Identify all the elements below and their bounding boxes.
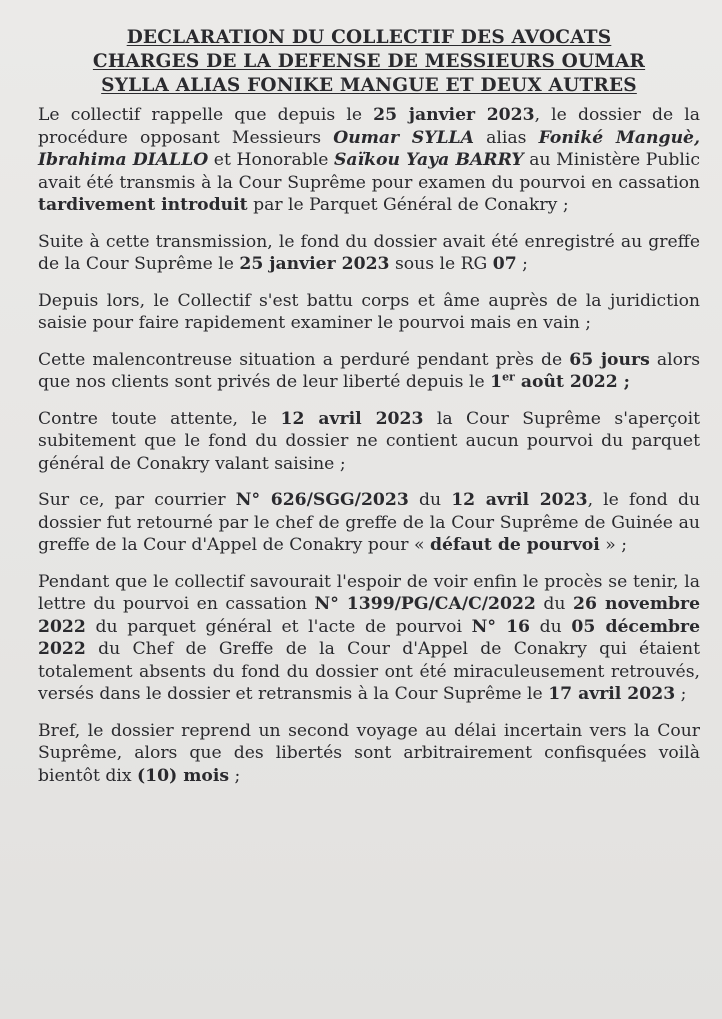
text: alors que nos clients sont privés de leur liberté depuis le (38, 349, 701, 392)
text: ; (229, 765, 241, 786)
date: 17 avril 2023 (548, 684, 676, 704)
paragraph-3 (38, 290, 700, 335)
text: Contre toute attente, le (38, 408, 281, 429)
title-line-1: DECLARATION DU COLLECTIF DES AVOCATS (126, 27, 612, 48)
title-line-3: SYLLA ALIAS FONIKE MANGUE ET DEUX AUTRES (101, 75, 637, 96)
paragraph-6 (38, 489, 700, 557)
emphasis: 65 jours (569, 349, 650, 370)
paragraph-8 (38, 720, 700, 788)
paragraph-7 (38, 571, 700, 706)
emphasis: 1 (490, 372, 503, 392)
text: Sur ce, par courrier (38, 490, 236, 510)
text: du (535, 594, 573, 614)
text: , le dossier de la procédure opposant Messieurs (38, 105, 700, 148)
text: alias (473, 127, 539, 148)
text: Cette malencontreuse situation a perduré pendant près de (38, 349, 570, 370)
title-line-2: CHARGES DE LA DEFENSE DE MESSIEURS OUMAR (92, 51, 646, 72)
text: , le fond du dossier fut retourné par le chef de greffe de la Cour Suprême de Guinée au greffe de la Cour d'Appel de Conakry pour « (38, 490, 701, 555)
text: Le collectif rappelle que depuis le (38, 105, 374, 125)
text: sous le RG (389, 254, 493, 274)
paragraph-4 (38, 349, 700, 394)
text: » ; (599, 535, 628, 555)
text: au Ministère Public avait été transmis à la Cour Suprême pour examen du pourvoi en cassation (38, 150, 701, 193)
superscript: er (502, 370, 515, 384)
emphasis: N° 1399/PG/CA/C/2022 (314, 594, 536, 614)
text: Depuis lors, le Collectif s'est battu corps et âme auprès de la juridiction saisie pour faire rapidement examiner le pourvoi mais en vain ; (38, 290, 700, 333)
emphasis: N° 16 (471, 616, 531, 637)
paragraph-5 (38, 408, 700, 476)
date: 25 janvier 2023 (239, 254, 390, 274)
text: du Chef de Greffe de la Cour d'Appel de Conakry qui étaient totalement absents du fond du dossier ont été miraculeusement retrouvés, versés dans le dossier et retransmis à la Cour Suprême le (38, 639, 700, 704)
text: et Honorable (208, 150, 335, 170)
paragraph-1 (38, 104, 700, 217)
emphasis: 07 (492, 254, 517, 274)
date: 05 décembre 2022 (38, 616, 701, 659)
text: Bref, le dossier reprend un second voyage au délai incertain vers la Cour Suprême, alors que des libertés sont arbitrairement confisquées voilà bientôt dix (38, 720, 700, 786)
text: du (530, 616, 572, 637)
text: ; (675, 684, 687, 704)
person-name: Saïkou Yaya BARRY (334, 150, 524, 170)
date: 26 novembre 2022 (38, 594, 701, 637)
person-name: Oumar SYLLA (333, 127, 474, 148)
emphasis: tardivement introduit (38, 195, 248, 215)
text: ; (516, 254, 528, 274)
emphasis: N° 626/SGG/2023 (235, 490, 409, 510)
text: du parquet général et l'acte de pourvoi (85, 616, 472, 637)
date: 25 janvier 2023 (373, 105, 535, 125)
text: la Cour Suprême s'aperçoit subitement que le fond du dossier ne contient aucun pourvoi du parquet général de Conakry valant saisine ; (38, 408, 700, 474)
text: par le Parquet Général de Conakry ; (247, 195, 569, 215)
paragraph-2 (38, 231, 700, 276)
emphasis: août 2022 ; (514, 372, 631, 392)
person-name: Foniké Manguè, Ibrahima DIALLO (38, 127, 700, 170)
text: Pendant que le collectif savourait l'espoir de voir enfin le procès se tenir, la lettre du pourvoi en cassation (38, 571, 700, 614)
emphasis: (10) mois (137, 765, 230, 786)
date: 12 avril 2023 (451, 490, 588, 510)
text: Suite à cette transmission, le fond du dossier avait été enregistré au greffe de la Cour Suprême le (38, 231, 700, 274)
text: du (408, 490, 452, 510)
date: 12 avril 2023 (280, 408, 424, 429)
document-title (38, 26, 700, 98)
emphasis: défaut de pourvoi (429, 535, 600, 555)
